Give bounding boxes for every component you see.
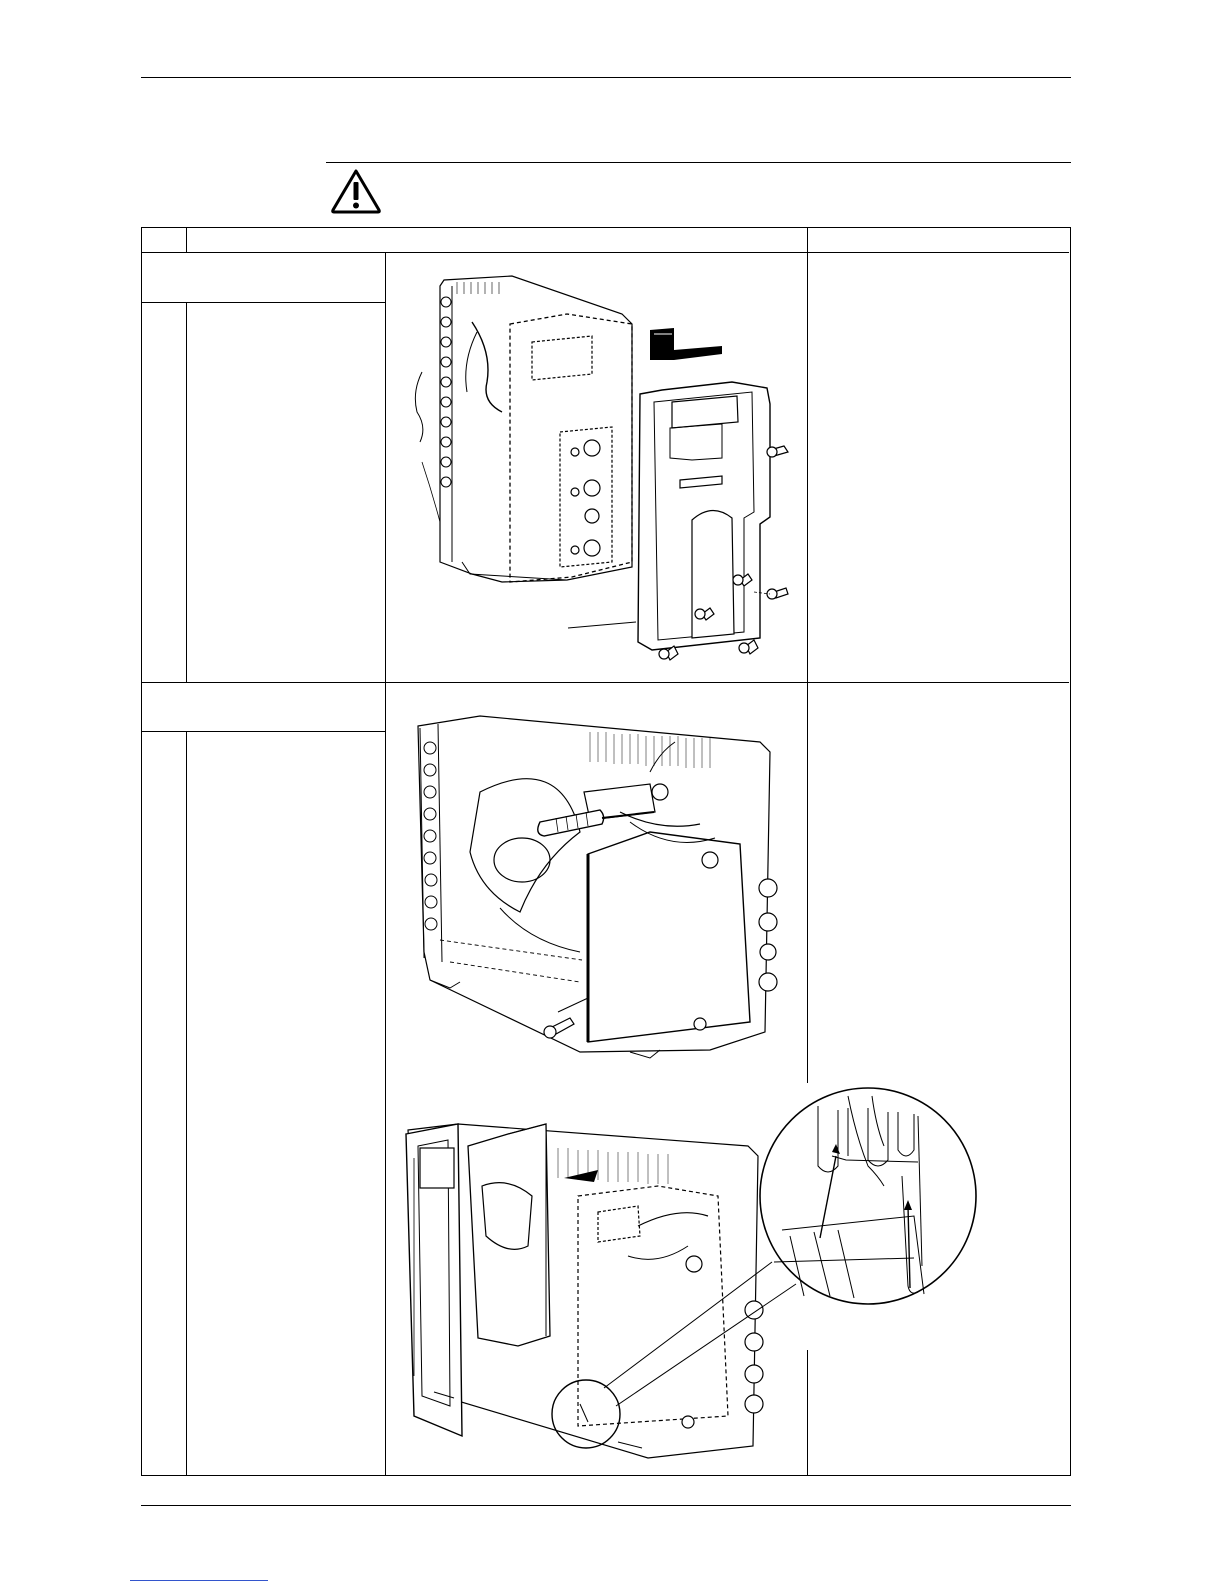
page-link-underline[interactable] — [130, 1580, 268, 1581]
step-title-divider-2 — [142, 731, 385, 732]
warning-triangle-icon — [330, 168, 382, 214]
footer-rule — [141, 1505, 1071, 1506]
figure-col-left — [385, 252, 386, 1476]
partition-lift-figure — [398, 1086, 998, 1466]
step-title-divider-1 — [142, 302, 385, 303]
figure-col-right-2a — [807, 683, 808, 1083]
table-header-divider — [142, 252, 1069, 253]
step-no-divider-1 — [186, 302, 187, 682]
partition-screw-figure — [410, 712, 780, 1062]
warning-rule — [326, 162, 1071, 163]
front-plate-removal-figure — [392, 262, 812, 674]
col-divider-points — [807, 228, 808, 253]
step-no-divider-2 — [186, 731, 187, 1476]
section-divider — [142, 682, 1069, 683]
header-rule — [141, 77, 1071, 78]
col-divider-step — [186, 228, 187, 253]
